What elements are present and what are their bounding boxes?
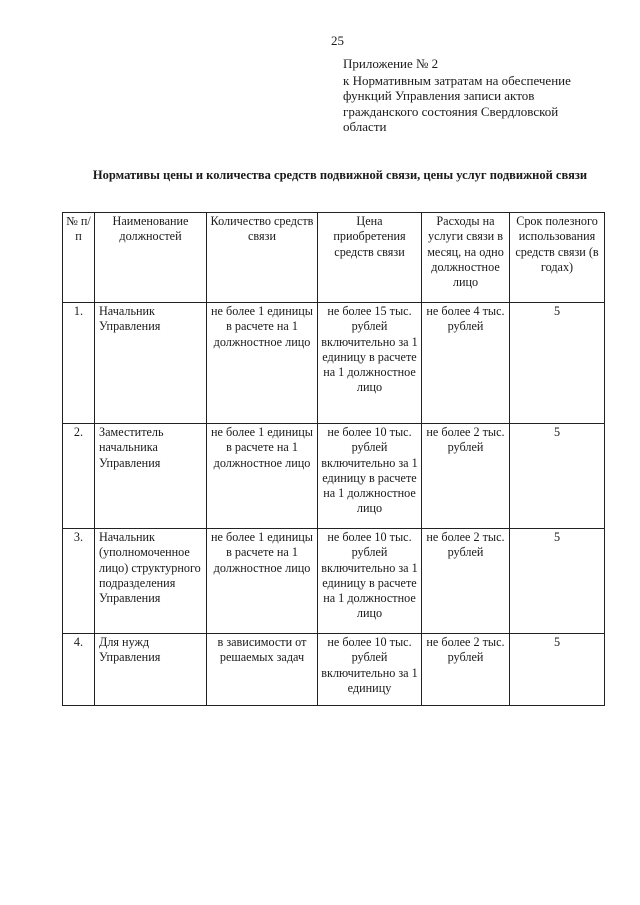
header-number: № п/п: [63, 213, 95, 303]
appendix-line: функций Управления записи актов: [343, 88, 535, 103]
row-position: Начальник (уполномоченное лицо) структурного подразделения Управления: [95, 529, 207, 634]
row-position: Заместитель начальника Управления: [95, 424, 207, 529]
table-row: [63, 529, 605, 634]
row-number: 4.: [63, 634, 95, 706]
norms-table: [62, 212, 605, 706]
appendix-block: [343, 56, 613, 135]
header-quantity: Количество средств связи: [207, 213, 318, 303]
row-monthly-cost: не более 2 тыс. рублей: [422, 529, 510, 634]
row-monthly-cost: не более 4 тыс. рублей: [422, 303, 510, 424]
appendix-line: к Нормативным затратам на обеспечение: [343, 72, 571, 88]
row-position: Начальник Управления: [95, 303, 207, 424]
table-row: [63, 424, 605, 529]
table-header-row: [63, 213, 605, 303]
page-number: 25: [331, 33, 344, 48]
row-price: не более 15 тыс. рублей включительно за 1 единицу в расчете на 1 должностное лицо: [318, 303, 422, 424]
row-quantity: не более 1 единицы в расчете на 1 должностное лицо: [207, 424, 318, 529]
table-row: [63, 303, 605, 424]
table-row: [63, 634, 605, 706]
row-useful-life: 5: [510, 634, 605, 706]
row-price: не более 10 тыс. рублей включительно за 1 единицу в расчете на 1 должностное лицо: [318, 424, 422, 529]
row-position: Для нужд Управления: [95, 634, 207, 706]
row-quantity: не более 1 единицы в расчете на 1 должностное лицо: [207, 529, 318, 634]
row-number: 1.: [63, 303, 95, 424]
row-quantity: не более 1 единицы в расчете на 1 должностное лицо: [207, 303, 318, 424]
header-monthly-cost: Расходы на услуги связи в месяц, на одно должностное лицо: [422, 213, 510, 303]
header-position: Наименование должностей: [95, 213, 207, 303]
row-number: 3.: [63, 529, 95, 634]
document-heading: Нормативы цены и количества средств подвижной связи, цены услуг подвижной связи: [92, 168, 588, 182]
row-useful-life: 5: [510, 529, 605, 634]
row-number: 2.: [63, 424, 95, 529]
row-monthly-cost: не более 2 тыс. рублей: [422, 424, 510, 529]
appendix-line: гражданского состояния Свердловской: [343, 103, 559, 119]
row-useful-life: 5: [510, 303, 605, 424]
row-price: не более 10 тыс. рублей включительно за 1 единицу в расчете на 1 должностное лицо: [318, 529, 422, 634]
row-monthly-cost: не более 2 тыс. рублей: [422, 634, 510, 706]
header-useful-life: Срок полезного использования средств связи (в годах): [510, 213, 605, 303]
row-price: не более 10 тыс. рублей включительно за 1 единицу: [318, 634, 422, 706]
row-useful-life: 5: [510, 424, 605, 529]
header-price: Цена приобретения средств связи: [318, 213, 422, 303]
row-quantity: в зависимости от решаемых задач: [207, 634, 318, 706]
appendix-number: Приложение № 2: [343, 56, 439, 71]
appendix-line: области: [343, 119, 387, 134]
